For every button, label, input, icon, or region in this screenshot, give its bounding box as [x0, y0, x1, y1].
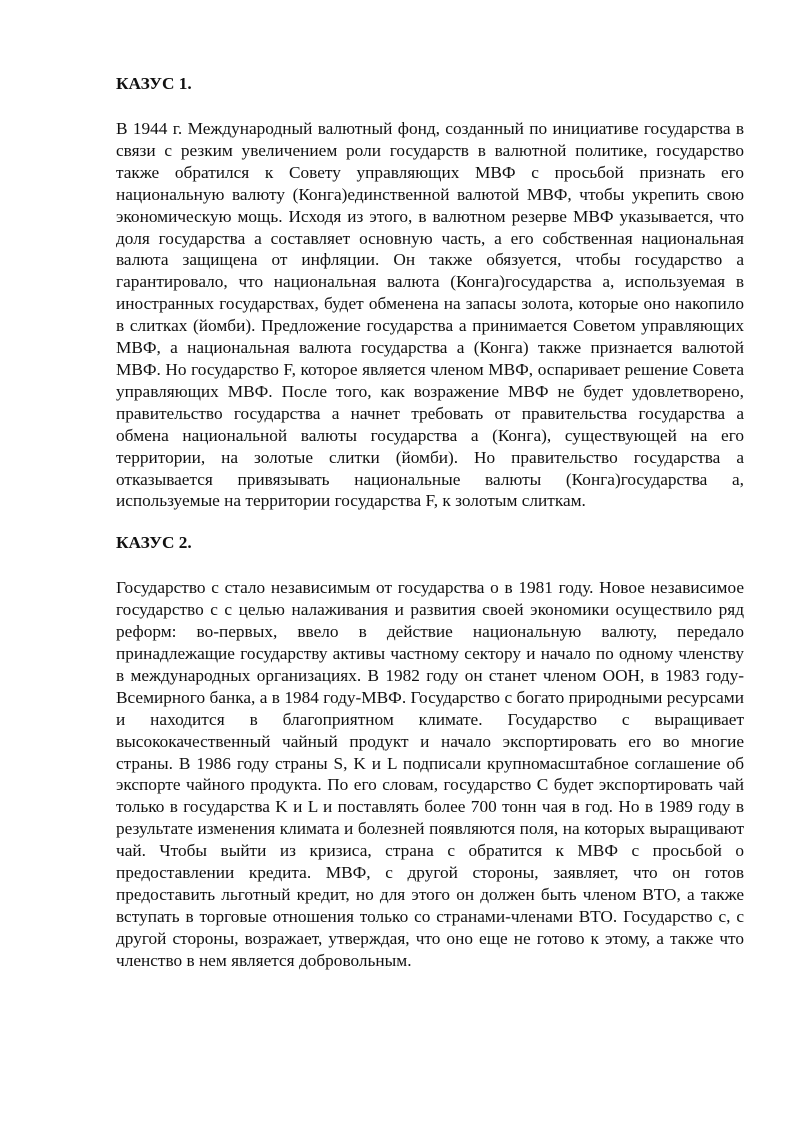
case-1-title: КАЗУС 1.: [116, 74, 192, 93]
case-2-title: КАЗУС 2.: [116, 533, 192, 553]
case-1-text: В 1944 г. Международный валютный фонд, созданный по инициативе государства в связи с резким увеличением роли государств в валютной политике, государство также обратился к Совету управляющих МВФ с просьбой признать его национальную валюту (Конга)единственной валютой МВФ, чтобы укрепить свою экономическую мощь. Исходя из этого, в валютном резерве МВФ указывается, что доля государства а составляет основную часть, а его собственная национальная валюта защищена от инфляции. Он также обязуется, чтобы государство а гарантировало, что национальная валюта (Конга)государства а, используемая в иностранных государствах, будет обменена на запасы золота, которые оно накопило в слитках (йомби). Предложение государства а принимается Советом управляющих МВФ, а национальная валюта государства а (Конга) также признается валютой МВФ. Но государство F, которое является членом МВФ, оспаривает решение Совета управляющих МВФ. После того, как возражение МВФ не будет удовлетворено, правительство государства а начнет требовать от правительства государства а обмена национальной валюты государства а (Конга), существующей на его территории, на золотые слитки (йомби). Но правительство государства а отказывается привязывать национальные валюты (Конга)государства а, используемые на территории государства F, к золотым слиткам.: [116, 119, 744, 511]
document-page: [116, 73, 744, 972]
spacer: [116, 95, 744, 118]
spacer: [116, 554, 744, 577]
spacer: [116, 512, 744, 532]
case-2-text: Государство с стало независимым от государства о в 1981 году. Новое независимое государство с с целью налаживания и развития своей экономики осуществило ряд реформ: во-первых, ввело в действие национальную валюту, передало принадлежащие государству активы частному сектору и начало по одному членству в международных организациях. В 1982 году он станет членом ООН, в 1983 году-Всемирного банка, а в 1984 году-МВФ. Государство с богато природными ресурсами и находится в благоприятном климате. Государство с выращивает высококачественный чайный продукт и начало экспортировать его во многие страны. В 1986 году страны S, K и L подписали крупномасштабное соглашение об экспорте чайного продукта. По его словам, государство C будет экспортировать чай только в государства K и L и поставлять более 700 тонн чая в год. Но в 1989 году в результате изменения климата и болезней появляются поля, на которых выращивают чай. Чтобы выйти из кризиса, страна с обратится к МВФ с просьбой о предоставлении кредита. МВФ, с другой стороны, заявляет, что он готов предоставить льготный кредит, но для этого он должен быть членом ВТО, а также вступать в торговые отношения только со странами-членами ВТО. Государство с, с другой стороны, возражает, утверждая, что оно еще не готово к этому, а также что членство в нем является добровольным.: [116, 578, 744, 970]
